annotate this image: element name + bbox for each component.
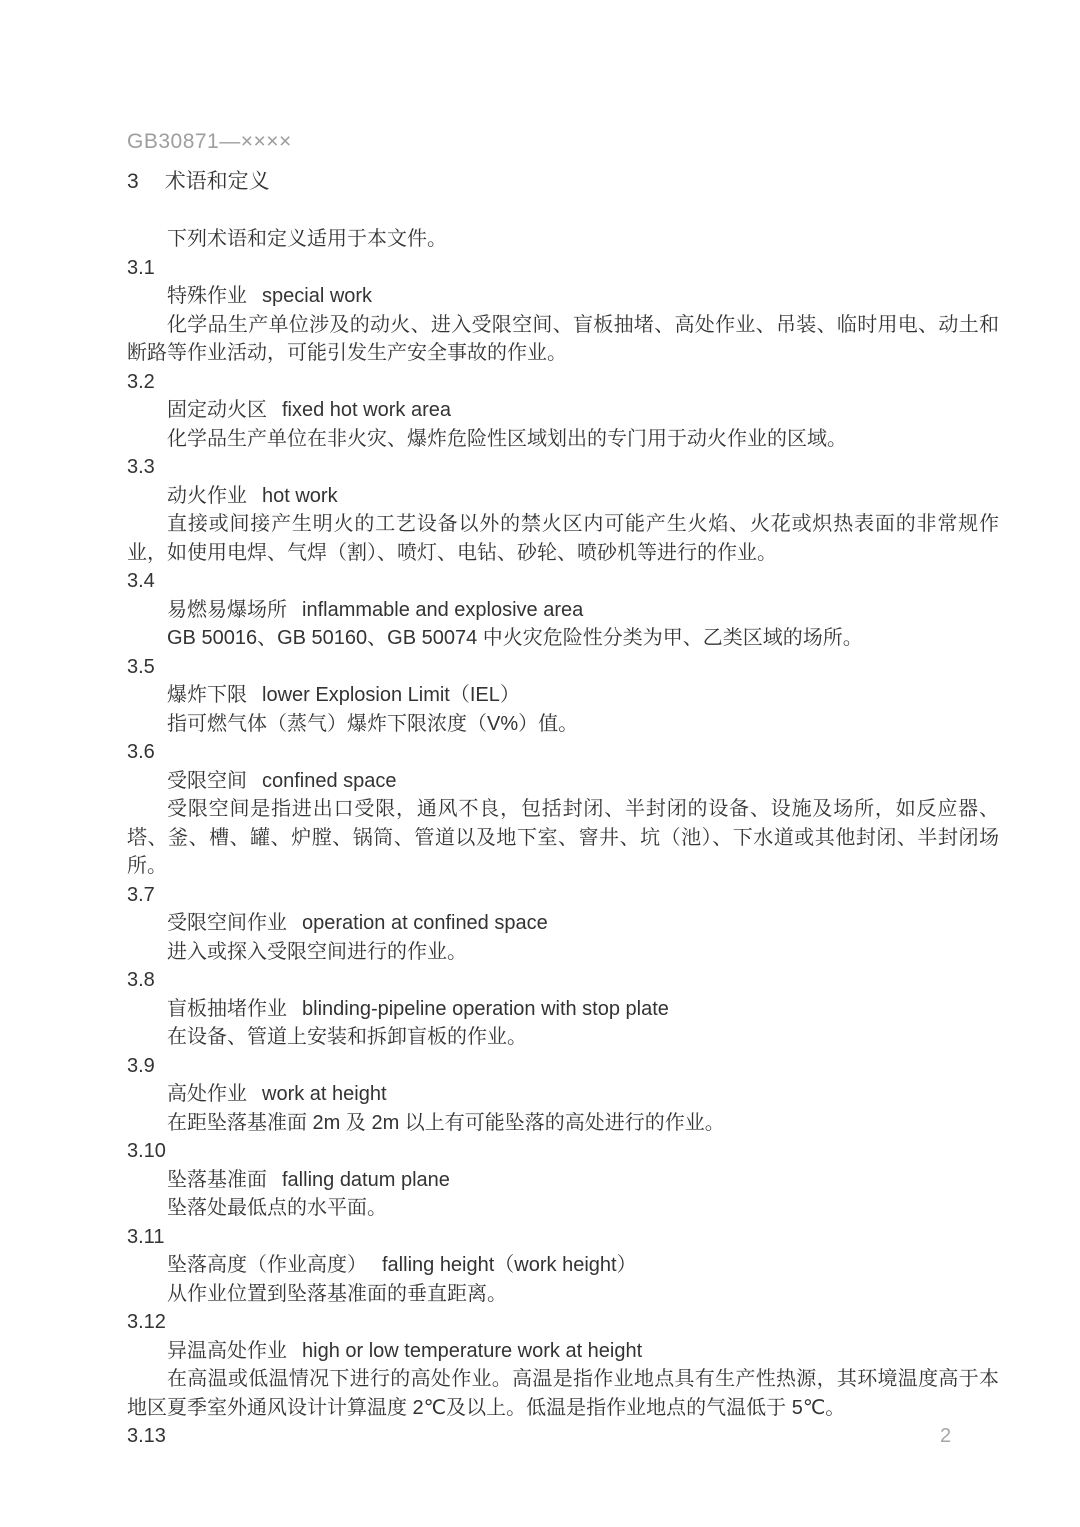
term-number: 3.10	[127, 1140, 166, 1162]
term-name-zh: 受限空间作业	[167, 912, 287, 934]
term-title-line	[127, 596, 999, 625]
term-title-line	[127, 909, 999, 938]
term-definition: 在设备、管道上安装和拆卸盲板的作业。	[167, 1026, 527, 1048]
term-definition: 直接或间接产生明火的工艺设备以外的禁火区内可能产生火焰、火花或炽热表面的非常规作业，如使用电焊、气焊（割）、喷灯、电钻、砂轮、喷砂机等进行的作业。	[127, 513, 999, 564]
term-item	[127, 1137, 999, 1223]
terms-list	[127, 254, 999, 1451]
term-item	[127, 254, 999, 368]
term-name-en: hot work	[262, 484, 338, 507]
section-number: 3	[127, 170, 139, 193]
term-name-zh: 受限空间	[167, 769, 247, 792]
term-definition: 坠落处最低点的水平面。	[167, 1197, 387, 1219]
term-item	[127, 453, 999, 567]
term-definition: 受限空间是指进出口受限，通风不良，包括封闭、半封闭的设备、设施及场所，如反应器、塔、釜、槽、罐、炉膛、锅筒、管道以及地下室、窨井、坑（池）、下水道或其他封闭、半封闭场所。	[127, 798, 999, 877]
term-number: 3.6	[127, 741, 155, 763]
term-item	[127, 567, 999, 653]
intro-paragraph: 下列术语和定义适用于本文件。	[167, 228, 447, 250]
term-title-line	[127, 1166, 999, 1195]
term-definition: 进入或探入受限空间进行的作业。	[167, 940, 467, 963]
term-name-zh: 高处作业	[167, 1083, 247, 1105]
term-title-line	[127, 995, 999, 1024]
term-name-en: special work	[262, 285, 373, 307]
term-name-en: confined space	[262, 769, 397, 792]
term-definition: 化学品生产单位在非火灾、爆炸危险性区域划出的专门用于动火作业的区域。	[167, 427, 847, 450]
term-title-line	[127, 1251, 999, 1280]
term-title-line	[127, 396, 999, 425]
term-name-en: falling height（work height）	[382, 1254, 637, 1276]
term-name-en: fixed hot work area	[282, 399, 451, 421]
term-number: 3.2	[127, 370, 155, 393]
term-number: 3.8	[127, 969, 155, 991]
term-item	[127, 1308, 999, 1422]
term-number: 3.5	[127, 655, 155, 678]
running-header: GB30871—××××	[127, 130, 292, 153]
term-number: 3.9	[127, 1054, 155, 1077]
term-name-zh: 易燃易爆场所	[167, 598, 287, 621]
term-name-zh: 坠落高度（作业高度）	[167, 1254, 367, 1276]
term-number: 3.1	[127, 256, 155, 279]
page-number: 2	[940, 1425, 952, 1447]
term-name-en: inflammable and explosive area	[302, 598, 584, 621]
term-definition: 化学品生产单位涉及的动火、进入受限空间、盲板抽堵、高处作业、吊装、临时用电、动土和断路等作业活动，可能引发生产安全事故的作业。	[127, 313, 999, 364]
term-name-zh: 固定动火区	[167, 399, 267, 421]
term-item	[127, 966, 999, 1052]
term-name-zh: 盲板抽堵作业	[167, 997, 287, 1020]
term-number: 3.12	[127, 1311, 166, 1333]
term-item	[127, 1052, 999, 1138]
term-definition: 指可燃气体（蒸气）爆炸下限浓度（V%）值。	[167, 712, 579, 735]
term-number: 3.3	[127, 456, 155, 478]
term-name-en: falling datum plane	[282, 1168, 450, 1191]
term-title-line	[127, 681, 999, 710]
term-definition: 在距坠落基准面 2m 及 2m 以上有可能坠落的高处进行的作业。	[167, 1111, 725, 1134]
term-name-en: lower Explosion Limit（IEL）	[262, 684, 520, 706]
term-name-en: work at height	[262, 1083, 387, 1105]
term-definition: GB 50016、GB 50160、GB 50074 中火灾危险性分类为甲、乙类区域的场所。	[167, 627, 863, 649]
term-number: 3.13	[127, 1425, 166, 1447]
term-item	[127, 368, 999, 454]
term-name-zh: 异温高处作业	[167, 1339, 287, 1362]
term-definition: 从作业位置到坠落基准面的垂直距离。	[167, 1282, 507, 1305]
term-name-zh: 特殊作业	[167, 285, 247, 307]
term-number: 3.11	[127, 1225, 165, 1248]
term-definition: 在高温或低温情况下进行的高处作业。高温是指作业地点具有生产性热源，其环境温度高于本地区夏季室外通风设计计算温度 2℃及以上。低温是指作业地点的气温低于 5℃。	[127, 1368, 999, 1419]
term-title-line	[127, 482, 999, 511]
term-title-line	[127, 767, 999, 796]
term-item	[127, 738, 999, 881]
section-title: 术语和定义	[164, 170, 270, 193]
term-number: 3.4	[127, 570, 155, 592]
term-name-zh: 坠落基准面	[167, 1168, 267, 1191]
term-name-en: high or low temperature work at height	[302, 1339, 643, 1362]
term-name-zh: 动火作业	[167, 484, 247, 507]
term-title-line	[127, 282, 999, 311]
term-item	[127, 881, 999, 967]
section-heading	[127, 168, 999, 197]
term-item	[127, 653, 999, 739]
term-item	[127, 1223, 999, 1309]
term-title-line	[127, 1080, 999, 1109]
term-name-zh: 爆炸下限	[167, 684, 247, 706]
term-number: 3.7	[127, 883, 155, 906]
term-title-line	[127, 1337, 999, 1366]
term-name-en: blinding-pipeline operation with stop plate	[302, 997, 669, 1020]
term-name-en: operation at confined space	[302, 912, 548, 934]
term-item	[127, 1422, 999, 1451]
